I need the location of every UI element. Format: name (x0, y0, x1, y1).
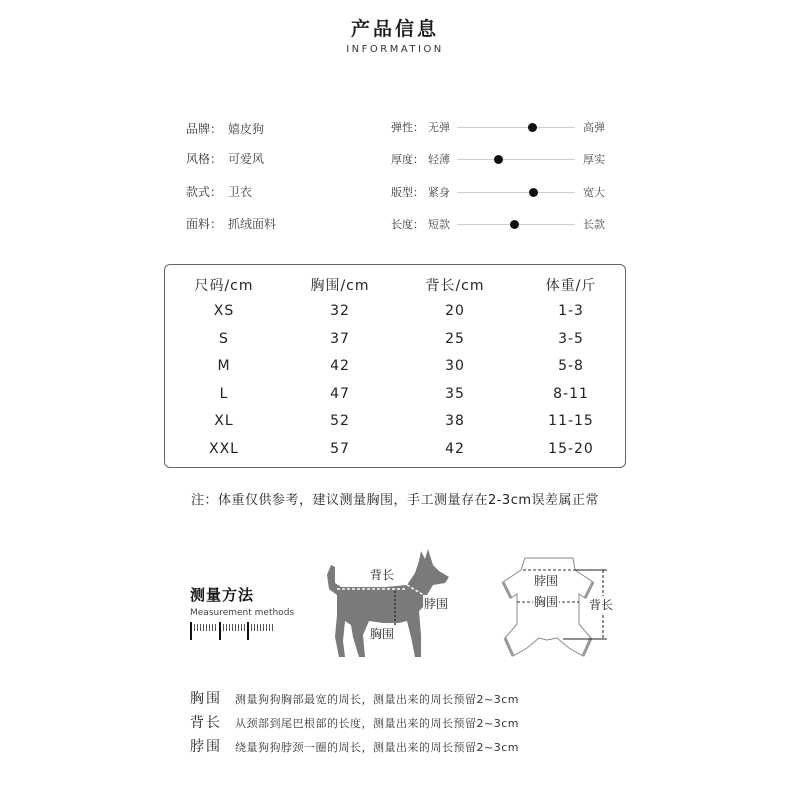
table-cell: 25 (445, 331, 465, 347)
table-cell: 37 (330, 331, 350, 347)
attribute-brand (186, 120, 264, 137)
table-cell: 3-5 (558, 331, 584, 347)
table-cell: XL (214, 413, 234, 429)
size-table (164, 264, 626, 468)
slider-thumb (528, 123, 537, 132)
table-header: 尺码/cm (194, 278, 254, 294)
attribute-key: 品牌： (186, 122, 223, 136)
attribute-type (186, 183, 252, 200)
attribute-value: 可爱风 (228, 152, 265, 166)
dog-label-back: 背长 (370, 568, 395, 582)
legend-key: 背长 (190, 715, 222, 731)
dog-label-neck: 脖围 (424, 597, 449, 611)
attribute-key: 款式： (186, 185, 223, 199)
slider-thumb (510, 220, 519, 229)
table-cell: 1-3 (558, 303, 584, 319)
table-cell: 15-20 (548, 441, 594, 457)
attribute-key: 风格： (186, 152, 223, 166)
garment-label-chest: 胸围 (534, 595, 559, 609)
table-cell: 57 (330, 441, 350, 457)
slider-length (391, 216, 621, 234)
table-header: 体重/斤 (545, 278, 597, 294)
slider-thickness (391, 151, 621, 169)
legend-desc: 从颈部到尾巴根部的长度，测量出来的周长预留2~3cm (235, 717, 519, 730)
page-title: 产品信息 (350, 18, 439, 40)
table-cell: S (219, 331, 229, 347)
attribute-fabric (186, 215, 276, 232)
slider-right-label: 厚实 (583, 153, 605, 166)
slider-right-label: 宽大 (583, 186, 605, 199)
slider-key: 长度： (391, 218, 424, 231)
legend-desc: 测量狗狗胸部最宽的周长，测量出来的周长预留2~3cm (235, 693, 519, 706)
legend-back (190, 712, 519, 732)
slider-left-label: 短款 (428, 218, 450, 231)
attribute-style (186, 150, 264, 167)
slider-left-label: 无弹 (428, 121, 450, 134)
table-cell: M (217, 358, 231, 374)
slider-thumb (529, 188, 538, 197)
slider-left-label: 紧身 (428, 186, 450, 199)
legend-key: 胸围 (190, 691, 222, 707)
table-cell: 42 (330, 358, 350, 374)
slider-key: 厚度： (391, 153, 424, 166)
table-cell: 20 (445, 303, 465, 319)
table-header: 背长/cm (425, 278, 485, 294)
legend-key: 脖围 (190, 739, 222, 755)
slider-elasticity (391, 119, 621, 137)
slider-right-label: 长款 (583, 218, 605, 231)
attribute-key: 面料： (186, 217, 223, 231)
attribute-value: 卫衣 (228, 185, 253, 199)
slider-track (457, 192, 575, 193)
table-cell: 47 (330, 386, 350, 402)
slider-right-label: 高弹 (583, 121, 605, 134)
measurement-subtitle: Measurement methods (190, 608, 295, 618)
slider-track (457, 127, 575, 128)
slider-track (457, 159, 575, 160)
table-header: 胸围/cm (310, 278, 370, 294)
size-note: 注：体重仅供参考，建议测量胸围，手工测量存在2-3cm误差属正常 (190, 493, 600, 508)
table-cell: 35 (445, 386, 465, 402)
dog-diagram (325, 545, 455, 665)
slider-key: 弹性： (391, 121, 424, 134)
table-cell: 11-15 (548, 413, 594, 429)
table-cell: L (219, 386, 229, 402)
table-cell: 8-11 (553, 386, 589, 402)
slider-thumb (494, 155, 503, 164)
garment-diagram (495, 552, 625, 667)
attribute-value: 抓绒面料 (228, 217, 277, 231)
page-subtitle: INFORMATION (346, 44, 444, 55)
garment-label-back: 背长 (589, 598, 614, 612)
legend-neck (190, 736, 519, 756)
table-cell: XXL (209, 441, 239, 457)
attribute-value: 嬉皮狗 (228, 122, 265, 136)
dog-label-chest: 胸围 (370, 627, 395, 641)
table-cell: XS (213, 303, 235, 319)
legend-chest (190, 688, 519, 708)
table-cell: 32 (330, 303, 350, 319)
legend-desc: 绕量狗狗脖颈一圈的周长，测量出来的周长预留2~3cm (235, 741, 519, 754)
slider-key: 版型： (391, 186, 424, 199)
table-cell: 38 (445, 413, 465, 429)
garment-label-neck: 脖围 (534, 574, 559, 588)
table-cell: 52 (330, 413, 350, 429)
slider-left-label: 轻薄 (428, 153, 450, 166)
slider-fit (391, 184, 621, 202)
table-cell: 5-8 (558, 358, 584, 374)
table-cell: 42 (445, 441, 465, 457)
measurement-title: 测量方法 (190, 586, 255, 604)
ruler-icon (190, 622, 290, 642)
table-cell: 30 (445, 358, 465, 374)
